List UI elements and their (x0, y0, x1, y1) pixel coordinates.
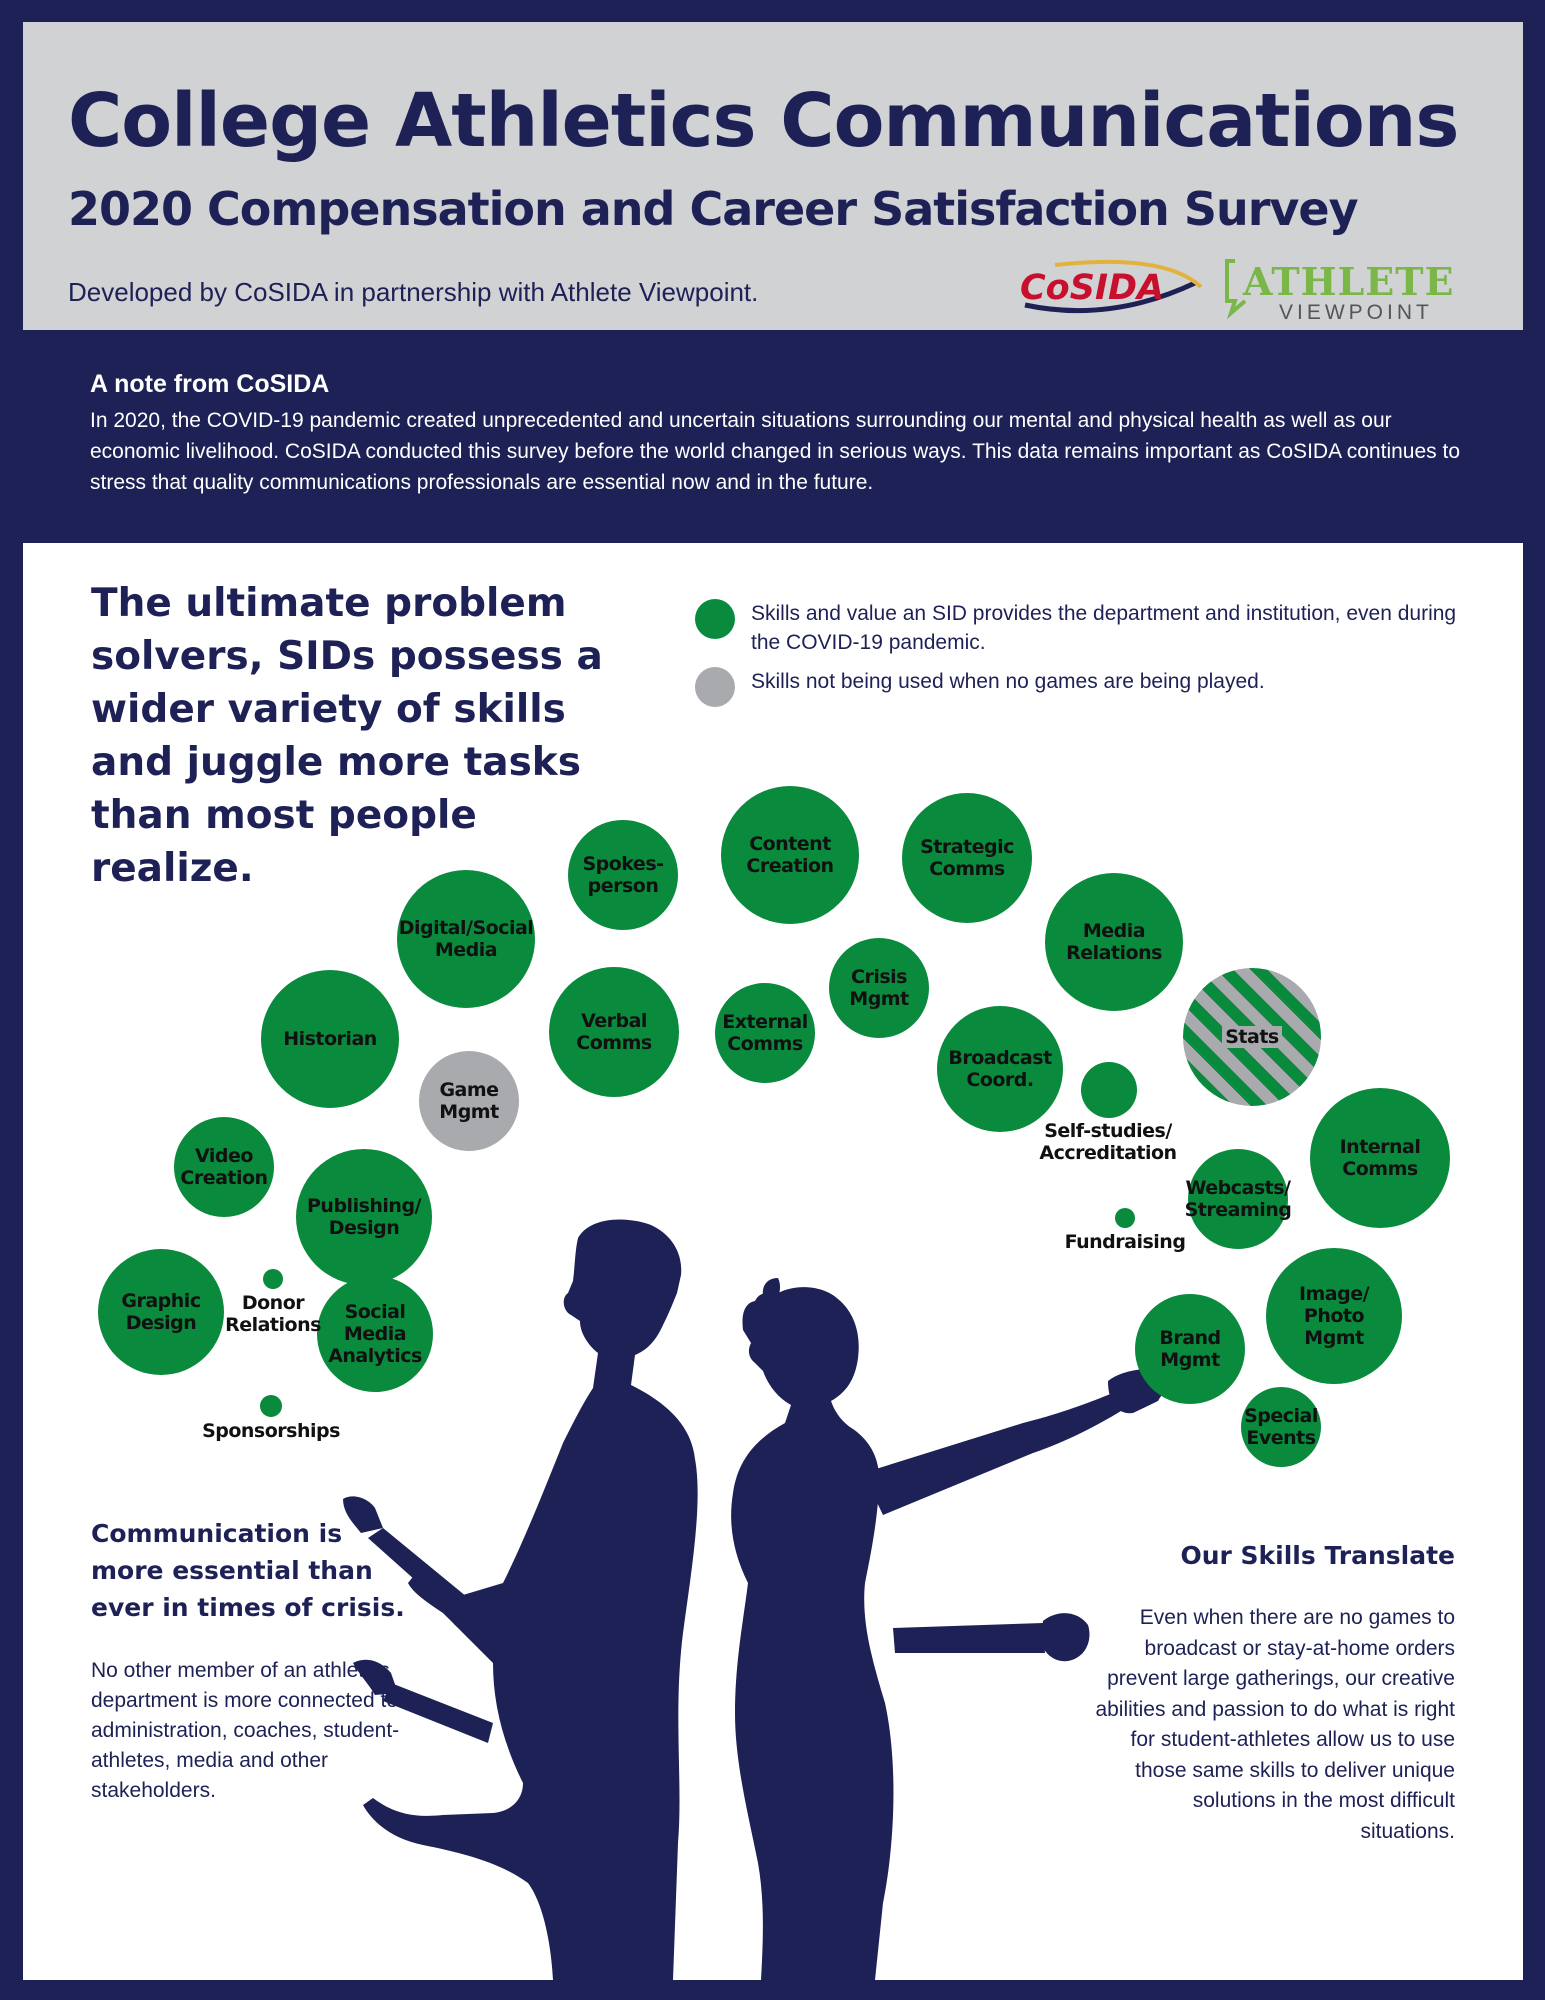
bubble-stats: Stats (1183, 968, 1321, 1106)
developed-by-text: Developed by CoSIDA in partnership with Athlete Viewpoint. (68, 277, 759, 307)
bubble-strategic-comms: Strategic Comms (902, 793, 1032, 923)
dot-donor-relations (263, 1269, 283, 1289)
bubble-content-creation: Content Creation (721, 786, 859, 924)
label-self-studies: Self-studies/ Accreditation (1039, 1120, 1177, 1164)
legend-green-text: Skills and value an SID provides the department and institution, even during the COVID-19 pandemic. (751, 602, 1457, 654)
label-fundraising: Fundraising (1064, 1231, 1186, 1253)
bubble-verbal-comms: Verbal Comms (549, 967, 679, 1097)
bottom-left-body: No other member of an athletics department is more connected to administration, coaches, student-athletes, media and other stakeholders. (91, 1659, 400, 1802)
bottom-right-heading: Our Skills Translate (1180, 1541, 1455, 1570)
label-donor-relations: Donor Relations (225, 1292, 321, 1336)
note-body: In 2020, the COVID-19 pandemic created unprecedented and uncertain situations surrounding our mental and physical health as well as our economic livelihood. CoSIDA conducted this survey before the world changed in serious ways. This data remains important as CoSIDA continues to stress that quality communications professionals are essential now and in the future. (90, 409, 1460, 494)
bubble-social-media-analytics: Social Media Analytics (317, 1276, 433, 1392)
page-title: College Athletics Communications (68, 78, 1459, 164)
cosida-logo (1015, 253, 1205, 323)
athlete-logo-line1: ATHLETE (1243, 259, 1455, 304)
bubble-webcasts-streaming: Webcasts/ Streaming (1188, 1149, 1288, 1249)
bottom-right-body: Even when there are no games to broadcast or stay-at-home orders prevent large gatherings, our creative abilities and passion to do what is right for student-athletes allow us to use those same skills to deliver unique solutions in the most difficult situations. (1095, 1606, 1455, 1843)
page-subtitle: 2020 Compensation and Career Satisfaction Survey (68, 182, 1358, 236)
bubble-media-relations: Media Relations (1045, 873, 1183, 1011)
dot-sponsorships (260, 1395, 282, 1417)
bubble-crisis-mgmt: Crisis Mgmt (829, 938, 929, 1038)
bubble-brand-mgmt: Brand Mgmt (1135, 1294, 1245, 1404)
skills-panel (23, 543, 1523, 1980)
bubble-historian: Historian (261, 970, 399, 1108)
legend-grey-text: Skills not being used when no games are being played. (751, 670, 1265, 693)
bubble-broadcast-coord: Broadcast Coord. (937, 1006, 1063, 1132)
dot-fundraising (1115, 1208, 1135, 1228)
label-sponsorships: Sponsorships (202, 1420, 340, 1442)
athlete-viewpoint-logo (1225, 255, 1455, 325)
bubble-graphic-design: Graphic Design (98, 1249, 224, 1375)
main-headline: The ultimate problem solvers, SIDs possess a wider variety of skills and juggle more tasks than most people realize. (91, 581, 603, 891)
bubble-game-mgmt: Game Mgmt (419, 1051, 519, 1151)
bottom-left-heading: Communication is more essential than ever in times of crisis. (91, 1519, 405, 1622)
cosida-logo-text: CoSIDA (1020, 268, 1165, 308)
bubble-external-comms: External Comms (715, 983, 815, 1083)
bubble-publishing-design: Publishing/ Design (296, 1149, 432, 1285)
dot-self-studies (1081, 1062, 1137, 1118)
bubble-digital-social-media: Digital/Social Media (397, 870, 535, 1008)
bubble-image-photo-mgmt: Image/ Photo Mgmt (1266, 1248, 1402, 1384)
athlete-logo-line2: VIEWPOINT (1279, 301, 1433, 324)
bubble-internal-comms: Internal Comms (1310, 1088, 1450, 1228)
bubble-special-events: Special Events (1241, 1387, 1321, 1467)
bubble-spokesperson: Spokes- person (568, 820, 678, 930)
bubble-video-creation: Video Creation (174, 1117, 274, 1217)
note-heading: A note from CoSIDA (90, 370, 330, 398)
woman-silhouette (731, 1287, 893, 1980)
